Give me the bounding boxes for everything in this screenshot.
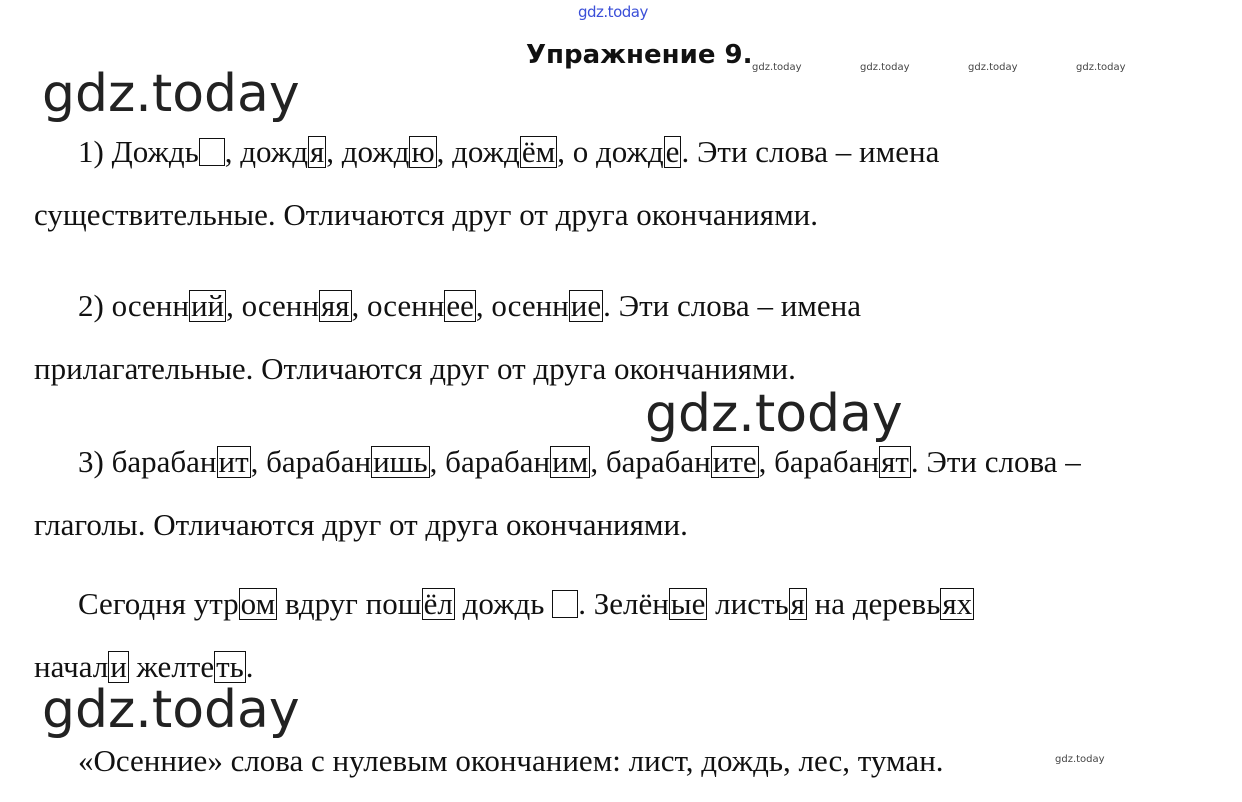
exercise-1-line-2: существительные. Отличаются друг от друга окончаниями. — [34, 197, 819, 232]
ending-box: и — [110, 649, 127, 684]
exercise-3-line-1 — [78, 444, 1081, 480]
word-stem: барабан — [445, 444, 551, 479]
separator: , — [758, 444, 775, 479]
ending-box: ят — [881, 444, 909, 479]
ending-box: ий — [190, 288, 225, 323]
separator: , — [224, 134, 241, 169]
page-title: Упражнение 9. — [526, 40, 753, 70]
ending-box: ю — [411, 134, 435, 169]
exercise-2-number: 2) — [78, 288, 112, 323]
exercise-4-line-1 — [78, 586, 974, 622]
watermark-small: gdz.today — [752, 62, 802, 73]
ending-box: я — [790, 586, 805, 621]
sentence-tail: . Эти слова – — [910, 444, 1081, 479]
separator: , — [250, 444, 267, 479]
exercise-2-line-1 — [78, 288, 861, 324]
ending-box: ём — [521, 134, 556, 169]
watermark-large: gdz.today — [645, 384, 903, 444]
exercise-2-line-2: прилагательные. Отличаются друг от друга окончаниями. — [34, 351, 796, 386]
exercise-3-line-2: глаголы. Отличаются друг от друга окончаниями. — [34, 507, 688, 542]
separator: , — [326, 134, 342, 169]
word-stem: осенн — [491, 288, 569, 323]
word: Дождь — [111, 134, 199, 169]
word-stem: барабан — [111, 444, 217, 479]
ending-box: им — [552, 444, 589, 479]
text-fragment: . Зелён — [578, 586, 669, 621]
exercise-5-line: «Осенние» слова с нулевым окончанием: лист, дождь, лес, туман. — [78, 743, 944, 778]
ending-box: ее — [446, 288, 474, 323]
ending-box: яя — [320, 288, 350, 323]
watermark-small: gdz.today — [1055, 754, 1105, 765]
separator: , — [475, 288, 492, 323]
watermark-top: gdz.today — [578, 3, 648, 21]
ending-box: ях — [942, 586, 973, 621]
exercise-3-number: 3) — [78, 444, 112, 479]
exercise-1-line-1 — [78, 134, 939, 170]
text-fragment: начал — [34, 649, 109, 684]
sentence-tail: . Эти слова – имена — [681, 134, 940, 169]
text-fragment: дождь — [454, 586, 553, 621]
word-stem: осенн — [241, 288, 319, 323]
separator: , — [590, 444, 606, 479]
ending-box: ые — [670, 586, 706, 621]
word-stem: дожд — [341, 134, 410, 169]
watermark-large: gdz.today — [42, 680, 300, 740]
word-stem: дожд — [452, 134, 520, 169]
word-stem: барабан — [605, 444, 711, 479]
word-stem: о дожд — [572, 134, 664, 169]
watermark-small: gdz.today — [860, 62, 910, 73]
ending-box: ом — [240, 586, 276, 621]
null-ending-box — [552, 590, 578, 618]
watermark-large: gdz.today — [42, 64, 300, 124]
separator: , — [226, 288, 242, 323]
ending-box: е — [665, 134, 680, 169]
text-fragment: на деревь — [806, 586, 941, 621]
watermark-small: gdz.today — [968, 62, 1018, 73]
separator: , — [351, 288, 368, 323]
text-fragment: вдруг пош — [277, 586, 422, 621]
null-ending-box — [199, 138, 225, 166]
word-stem: барабан — [774, 444, 880, 479]
text-fragment: желте — [128, 649, 215, 684]
text-fragment: Сегодня утр — [78, 586, 239, 621]
separator: , — [429, 444, 446, 479]
ending-box: ёл — [423, 586, 453, 621]
separator: , — [436, 134, 453, 169]
ending-box: ишь — [373, 444, 428, 479]
text-fragment: . — [245, 649, 254, 684]
watermark-small: gdz.today — [1076, 62, 1126, 73]
text-fragment: листь — [707, 586, 789, 621]
ending-box: ие — [570, 288, 602, 323]
exercise-1-number: 1) — [78, 134, 112, 169]
ending-box: ит — [218, 444, 249, 479]
word-stem: осенн — [367, 288, 445, 323]
sentence-tail: . Эти слова – имена — [603, 288, 862, 323]
ending-box: я — [309, 134, 325, 169]
separator: , — [557, 134, 573, 169]
ending-box: ть — [216, 649, 244, 684]
word-stem: дожд — [240, 134, 308, 169]
word-stem: осенн — [111, 288, 189, 323]
word-stem: барабан — [266, 444, 372, 479]
ending-box: ите — [712, 444, 757, 479]
